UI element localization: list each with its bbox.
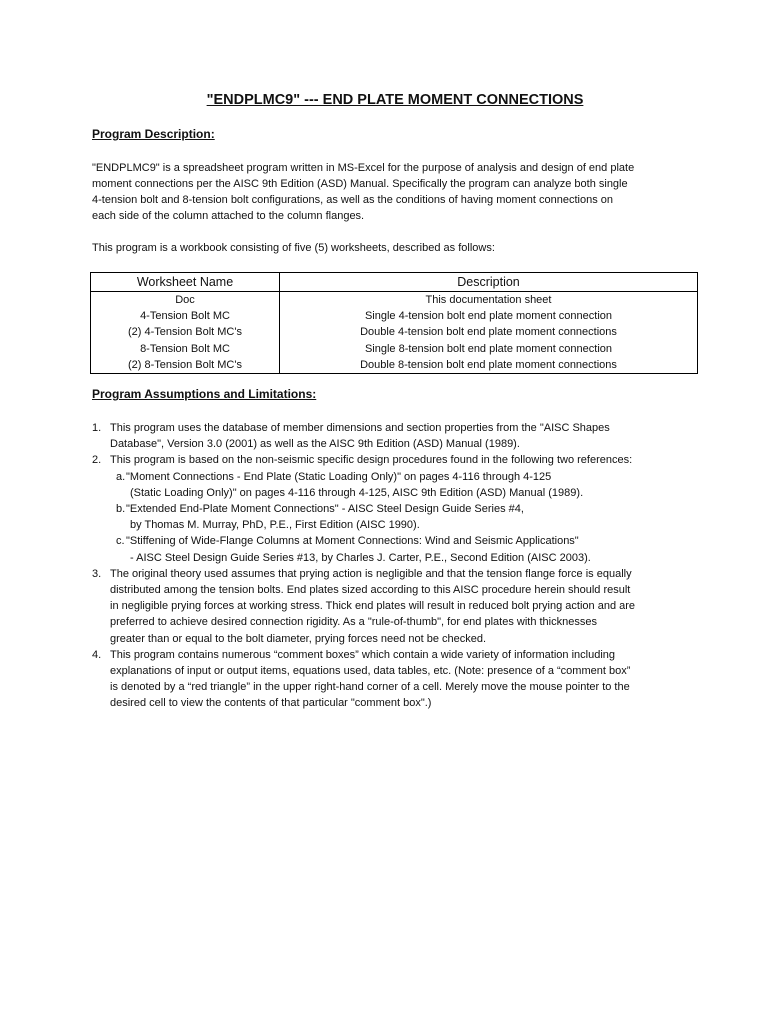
program-description-heading: Program Description: [92, 127, 215, 141]
assumptions-heading: Program Assumptions and Limitations: [92, 387, 317, 401]
table-row [91, 357, 698, 374]
worksheet-name-cell: 4-Tension Bolt MC [91, 308, 280, 324]
list-item [92, 420, 672, 452]
list-item-line: in negligible prying forces at working stress. Thick end plates will result in reduced bolt prying action and are [110, 600, 636, 613]
page-title: "ENDPLMC9" --- END PLATE MOMENT CONNECTIONS [206, 92, 584, 108]
workbook-intro: This program is a workbook consisting of five (5) worksheets, described as follows: [92, 242, 495, 254]
sub-list-line: "Extended End-Plate Moment Connections" - AISC Steel Design Guide Series #4, [126, 503, 524, 516]
worksheet-description-cell: This documentation sheet [280, 292, 698, 309]
sub-list-line: - AISC Steel Design Guide Series #13, by Charles J. Carter, P.E., Second Edition (AISC 2003). [130, 551, 591, 564]
table-row [91, 341, 698, 357]
worksheet-name-cell: (2) 4-Tension Bolt MC's [91, 324, 280, 340]
sub-list-label: b. [116, 503, 126, 516]
worksheet-description-cell: Single 8-tension bolt end plate moment connection [280, 341, 698, 357]
sub-list-line: "Moment Connections - End Plate (Static Loading Only)" on pages 4-116 through 4-125 [126, 470, 552, 483]
description-line: 4-tension bolt and 8-tension bolt configurations, as well as the conditions of having moment connections on [92, 194, 613, 206]
table-row [91, 308, 698, 324]
description-line: "ENDPLMC9" is a spreadsheet program written in MS-Excel for the purpose of analysis and design of end plate [92, 162, 635, 174]
list-item-line: Database", Version 3.0 (2001) as well as the AISC 9th Edition (ASD) Manual (1989). [110, 438, 520, 451]
list-item-line: This program is based on the non-seismic specific design procedures found in the following two references: [110, 454, 633, 467]
sub-list-label: a. [116, 470, 126, 483]
worksheet-description-cell: Double 4-tension bolt end plate moment connections [280, 324, 698, 340]
sub-list-line: "Stiffening of Wide-Flange Columns at Moment Connections: Wind and Seismic Applications" [126, 535, 579, 548]
list-item [92, 647, 672, 712]
program-description-text [92, 160, 682, 224]
sub-list-line: (Static Loading Only)" on pages 4-116 through 4-125, AISC 9th Edition (ASD) Manual (1989). [130, 486, 584, 499]
list-item-line: This program uses the database of member dimensions and section properties from the "AISC Shapes [110, 422, 610, 434]
sub-list-line: by Thomas M. Murray, PhD, P.E., First Edition (AISC 1990). [130, 519, 420, 532]
sub-list-item [92, 501, 672, 533]
worksheet-name-cell: 8-Tension Bolt MC [91, 341, 280, 357]
worksheet-table [90, 272, 698, 374]
table-header-row [91, 273, 698, 292]
list-item-line: is denoted by a “red triangle” in the upper right-hand corner of a cell. Merely move the mouse pointer to the [110, 681, 630, 694]
column-header-description: Description [280, 273, 698, 292]
table-row [91, 292, 698, 309]
column-header-worksheet-name: Worksheet Name [91, 273, 280, 292]
list-item-line: greater than or equal to the bolt diameter, prying forces need not be checked. [110, 632, 487, 645]
list-item-line: The original theory used assumes that prying action is negligible and that the tension flange force is equally [110, 567, 632, 580]
list-item-line: desired cell to view the contents of that particular "comment box".) [110, 697, 432, 710]
worksheet-name-cell: Doc [91, 292, 280, 309]
list-item-line: preferred to achieve desired connection rigidity. As a "rule-of-thumb", for end plates with thicknesses [110, 616, 597, 629]
list-number: 3. [92, 567, 102, 580]
list-number: 1. [92, 422, 102, 434]
description-line: each side of the column attached to the column flanges. [92, 210, 365, 222]
list-item [92, 452, 672, 565]
list-number: 2. [92, 454, 102, 467]
description-line: moment connections per the AISC 9th Edition (ASD) Manual. Specifically the program can analyze both single [92, 178, 628, 190]
list-item-line: This program contains numerous “comment boxes” which contain a wide variety of information including [110, 648, 616, 661]
assumptions-list [92, 420, 672, 712]
table-row [91, 324, 698, 340]
worksheet-description-cell: Single 4-tension bolt end plate moment connection [280, 308, 698, 324]
worksheet-description-cell: Double 8-tension bolt end plate moment connections [280, 357, 698, 374]
sub-list-item [92, 533, 672, 565]
list-item-line: explanations of input or output items, equations used, data tables, etc. (Note: presence of a “comment box” [110, 665, 631, 678]
sub-list-label: c. [116, 535, 125, 548]
list-item [92, 566, 672, 647]
list-item-line: distributed among the tension bolts. End plates sized according to this AISC procedure herein should result [110, 584, 631, 597]
worksheet-name-cell: (2) 8-Tension Bolt MC's [91, 357, 280, 374]
sub-list-item [92, 469, 672, 501]
list-number: 4. [92, 648, 102, 661]
